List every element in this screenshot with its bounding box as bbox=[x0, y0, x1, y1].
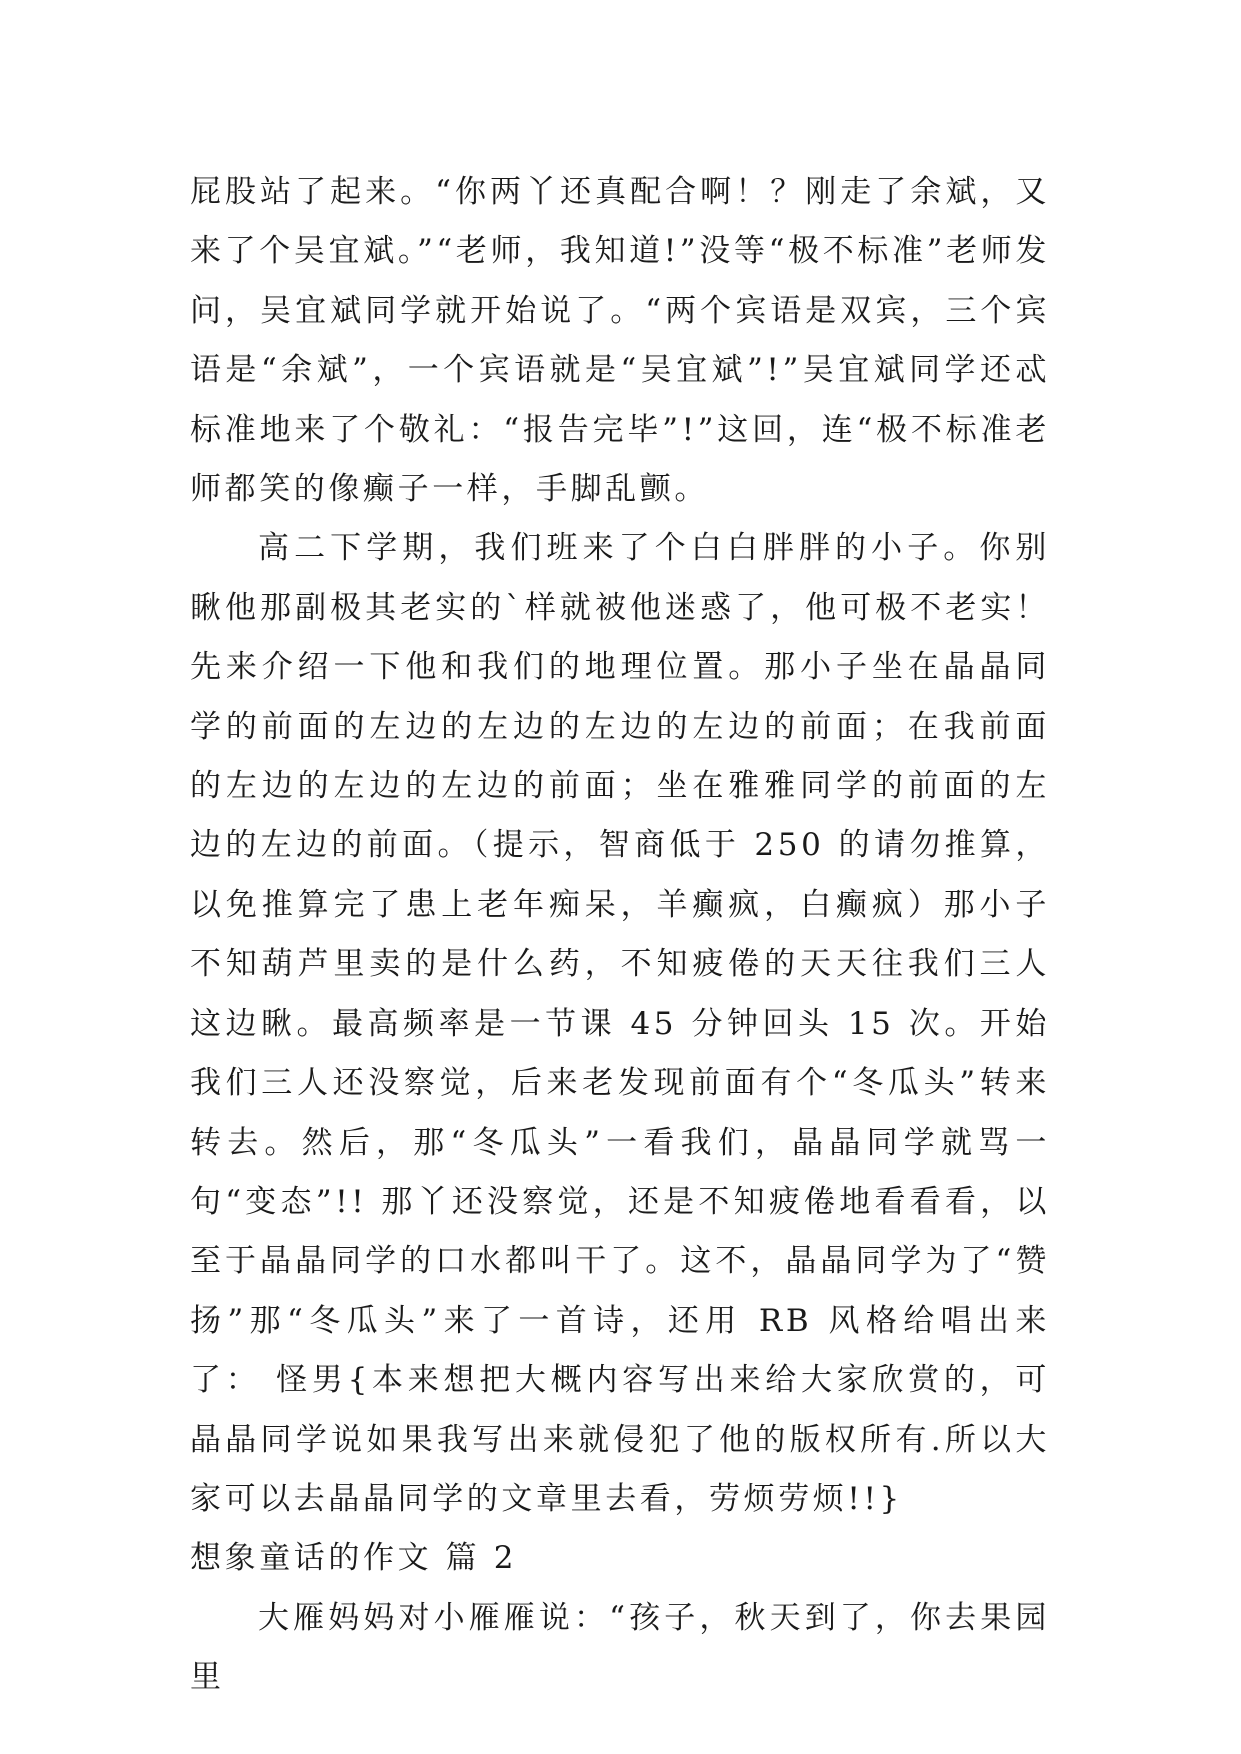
paragraph-1: 屁股站了起来。“你两丫还真配合啊！？刚走了余斌，又来了个吴宜斌。”“老师，我知道!”没等“极不标准”老师发问，吴宜斌同学就开始说了。“两个宾语是双宾，三个宾语是“余斌”，一个宾语就是“吴宜斌”!”吴宜斌同学还忒标准地来了个敬礼：“报告完毕”!”这回，连“极不标准老师都笑的像癫子一样，手脚乱颤。 bbox=[190, 174, 1050, 508]
section-heading: 想象童话的作文 篇 2 bbox=[190, 1540, 518, 1577]
paragraph-3: 大雁妈妈对小雁雁说：“孩子，秋天到了，你去果园里 bbox=[190, 1599, 1050, 1696]
paragraph-2: 高二下学期，我们班来了个白白胖胖的小子。你别瞅他那副极其老实的`样就被他迷惑了，他可极不老实！先来介绍一下他和我们的地理位置。那小子坐在晶晶同学的前面的左边的左边的左边的左边的前面；在我前面的左边的左边的左边的前面；坐在雅雅同学的前面的左边的左边的前面。（提示，智商低于 250 的请勿推算，以免推算完了患上老年痴呆，羊癫疯，白癫疯）那小子不知葫芦里卖的是什么药，不知疲倦的天天往我们三人这边瞅。最高频率是一节课 45 分钟回头 15 次。开始我们三人还没察觉，后来老发现前面有个“冬瓜头”转来转去。然后，那“冬瓜头”一看我们，晶晶同学就骂一句“变态”!! 那丫还没察觉，还是不知疲倦地看看看，以至于晶晶同学的口水都叫干了。这不，晶晶同学为了“赞扬”那“冬瓜头”来了一首诗，还用 RB 风格给唱出来了： 怪男{本来想把大概内容写出来给大家欣赏的，可晶晶同学说如果我写出来就侵犯了他的版权所有.所以大家可以去晶晶同学的文章里去看，劳烦劳烦!!} bbox=[190, 530, 1050, 1517]
document-body bbox=[190, 163, 1050, 1708]
